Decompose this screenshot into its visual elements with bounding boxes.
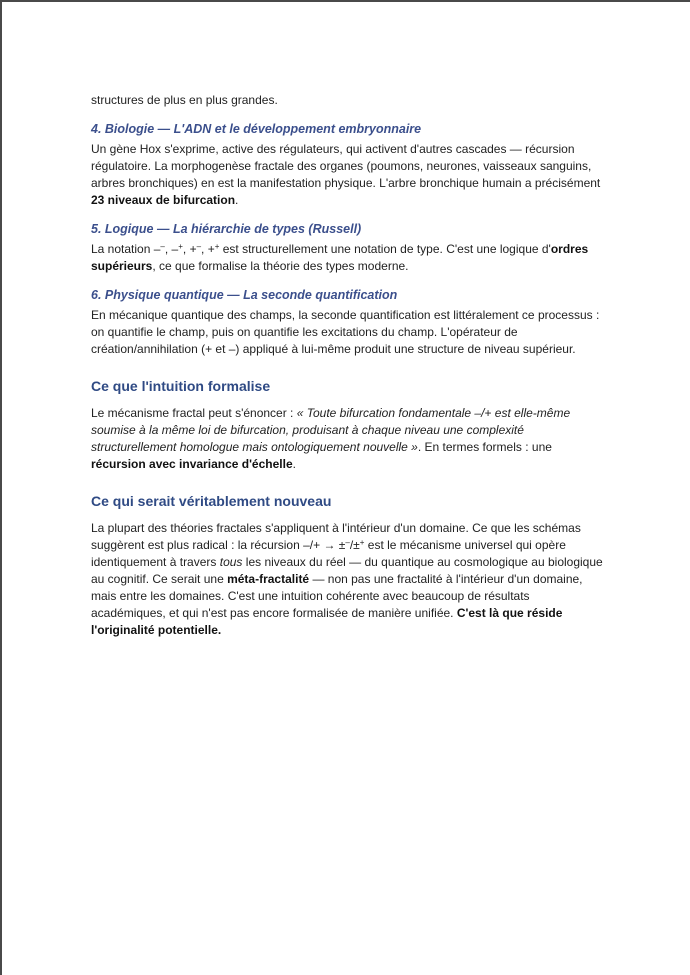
bold-run: ordres supérieurs [91,242,589,273]
paragraph-intuition [91,405,603,473]
text-run: Le mécanisme fractal peut s'énoncer : [91,406,297,420]
bold-conclusion: C'est là que réside l'originalité potentielle. [91,606,563,637]
section-logique [91,221,603,275]
text-run: /± [349,538,360,552]
document-body [91,92,603,651]
superscript: – [345,538,350,547]
superscript: + [359,538,365,547]
text-run: est le mécanisme universel qui opère identiquement à travers [91,538,566,569]
text-run: les niveaux du réel — du quantique au cosmologique au biologique au cognitif. Ce serait une [91,555,603,586]
italic-quote: « Toute bifurcation fondamentale –/+ est elle-même soumise à la même loi de bifurcation, produisant à chaque niveau une complexité structurellement homologue mais ontologiquement nouvelle » [91,406,571,454]
section-heading-physique: 6. Physique quantique — La seconde quantification [91,288,398,302]
intro-paragraph-tail: structures de plus en plus grandes. [91,93,278,107]
separator: , [201,242,208,256]
document-page [2,2,690,975]
section-intuition [91,377,603,473]
section-heading-biologie: 4. Biologie — L'ADN et le développement embryonnaire [91,122,422,136]
bold-run: 23 niveaux de bifurcation [91,193,236,207]
notation-base: – [153,242,161,256]
section-biologie [91,121,603,209]
paragraph-biologie [91,141,603,209]
notation-superscript: + [214,242,220,251]
section-nouveau [91,492,603,639]
text-run: , ce que formalise la théorie des types moderne. [152,259,409,273]
text-run: est structurellement une notation de type. C'est une logique d' [219,242,551,256]
text-run: . En termes formels : une [417,440,552,454]
notation-base: + [207,242,215,256]
text-run: Un gène Hox s'exprime, active des régulateurs, qui activent d'autres cascades — récursion régulatoire. La morphogenèse fractale des organes (poumons, neurones, vaisseaux sanguins, arbres bronchiques) en est la manifestation physique. L'arbre bronchique humain a précisément [91,142,601,190]
separator: , [164,242,172,256]
bold-run: récursion avec invariance d'échelle [91,457,293,471]
section-heading-logique: 5. Logique — La hiérarchie de types (Russell) [91,222,362,236]
paragraph-physique: En mécanique quantique des champs, la seconde quantification est littéralement ce processus : on quantifie le champ, puis on quantifie les excitations du champ. L'opérateur de création/annihilation (+ et –) appliqué à lui-même produit une structure de niveau supérieur. [91,308,600,356]
text-run: . [235,193,239,207]
text-run: La notation [91,242,154,256]
notation-base: – [171,242,179,256]
paragraph-nouveau [91,520,603,639]
notation-superscript: – [160,242,165,251]
notation-superscript: + [178,242,183,251]
paragraph-logique [91,241,603,275]
notation-base: + [189,242,197,256]
section-physique [91,287,603,358]
separator: , [182,242,190,256]
text-run: — non pas une fractalité à l'intérieur d'un domaine, mais entre les domaines. C'est une intuition cohérente avec beaucoup de résultats académiques, et qui n'est pas encore formalisée de manière unifiée. [91,572,583,620]
italic-run: tous [219,555,243,569]
bold-run: méta-fractalité [227,572,310,586]
section-heading-intuition: Ce que l'intuition formalise [91,378,271,394]
text-run: La plupart des théories fractales s'appliquent à l'intérieur d'un domaine. Ce que les schémas suggèrent est plus radical : la récursion –/+ → ± [91,521,581,552]
text-run: . [292,457,296,471]
section-heading-nouveau: Ce qui serait véritablement nouveau [91,493,332,509]
notation-superscript: – [196,242,202,251]
